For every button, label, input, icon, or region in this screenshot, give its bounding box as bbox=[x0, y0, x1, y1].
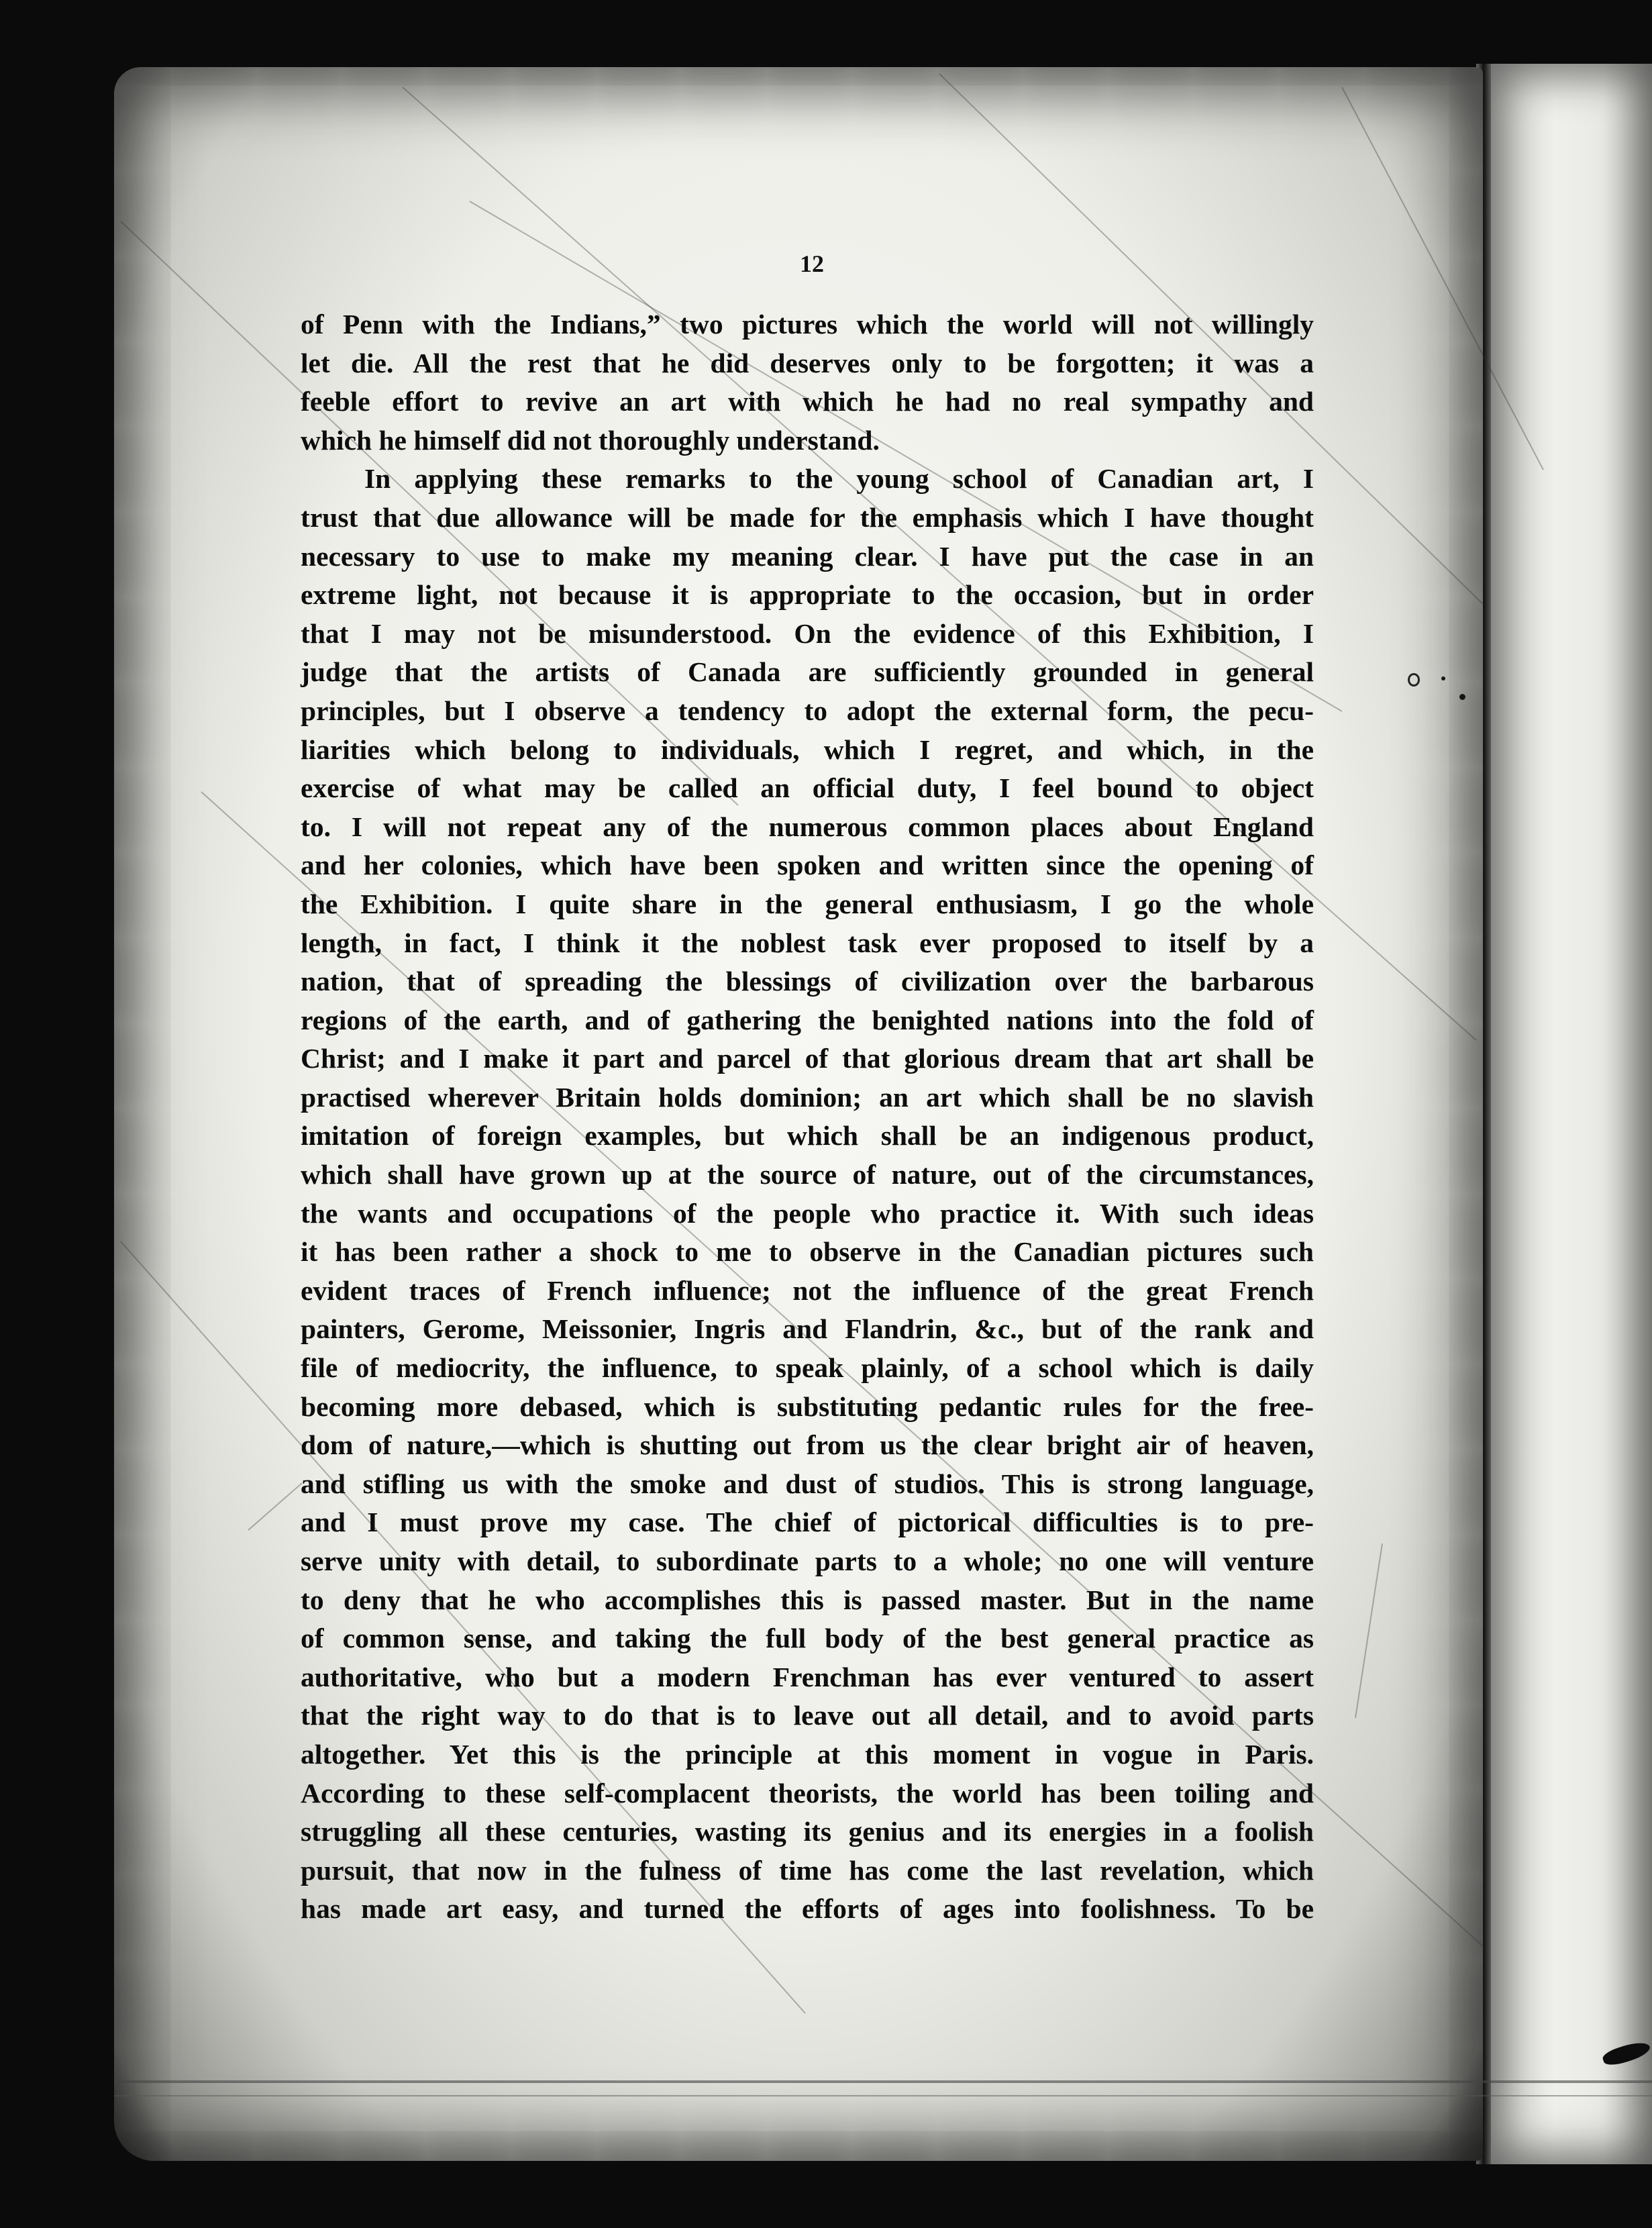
text-line: and stifling us with the smoke and dust of studios. This is strong language, bbox=[301, 1468, 1314, 1499]
text-line: struggling all these centuries, wasting its genius and its energies in a foolish bbox=[301, 1816, 1314, 1847]
text-line: extreme light, not because it is appropriate to the occasion, but in order bbox=[301, 579, 1314, 611]
text-line: evident traces of French influence; not the influence of the great French bbox=[301, 1274, 1314, 1306]
margin-speck bbox=[1459, 694, 1465, 700]
text-line: feeble effort to revive an art with which he had no real sympathy and bbox=[301, 386, 1314, 417]
text-line: necessary to use to make my meaning clear. I have put the case in an bbox=[301, 540, 1314, 572]
text-line: altogether. Yet this is the principle at this moment in vogue in Paris. bbox=[301, 1738, 1314, 1770]
text-line: regions of the earth, and of gathering the benighted nations into the fold of bbox=[301, 1004, 1314, 1035]
text-line: Christ; and I make it part and parcel of that glorious dream that art shall be bbox=[301, 1043, 1314, 1074]
page-number: 12 bbox=[800, 250, 824, 277]
text-line: and I must prove my case. The chief of pictorical difficulties is to pre- bbox=[301, 1507, 1314, 1538]
bottom-edge-line-2 bbox=[114, 2095, 1652, 2096]
text-line: to. I will not repeat any of the numerous common places about England bbox=[301, 811, 1314, 842]
text-line: and her colonies, which have been spoken and written since the opening of bbox=[301, 850, 1314, 881]
text-line: the wants and occupations of the people who practice it. With such ideas bbox=[301, 1197, 1314, 1229]
text-line: becoming more debased, which is substituting pedantic rules for the free- bbox=[301, 1390, 1314, 1422]
body-text bbox=[301, 305, 1314, 1929]
text-line: practised wherever Britain holds dominion; an art which shall be no slavish bbox=[301, 1081, 1314, 1113]
text-line: liarities which belong to individuals, which I regret, and which, in the bbox=[301, 733, 1314, 765]
text-line: of common sense, and taking the full body of the best general practice as bbox=[301, 1623, 1314, 1654]
text-line: nation, that of spreading the blessings of civilization over the barbarous bbox=[301, 966, 1314, 997]
text-line: of Penn with the Indians,” two pictures which the world will not willingly bbox=[301, 309, 1314, 340]
text-line: In applying these remarks to the young school of Canadian art, I bbox=[364, 463, 1314, 495]
text-line: authoritative, who but a modern Frenchman has ever ventured to assert bbox=[301, 1661, 1314, 1692]
text-line: it has been rather a shock to me to observe in the Canadian pictures such bbox=[301, 1236, 1314, 1268]
bottom-edge-line bbox=[114, 2080, 1652, 2083]
text-line: that I may not be misunderstood. On the evidence of this Exhibition, I bbox=[301, 617, 1314, 649]
text-line: file of mediocrity, the influence, to speak plainly, of a school which is daily bbox=[301, 1352, 1314, 1384]
margin-speck bbox=[1441, 676, 1445, 680]
text-line: serve unity with detail, to subordinate parts to a whole; no one will venture bbox=[301, 1546, 1314, 1576]
text-line: to deny that he who accomplishes this is passed master. But in the name bbox=[301, 1584, 1314, 1615]
text-line: let die. All the rest that he did deserves only to be forgotten; it was a bbox=[301, 347, 1314, 378]
text-line: trust that due allowance will be made for the emphasis which I have thought bbox=[301, 501, 1314, 533]
text-line: dom of nature,—which is shutting out from us the clear bright air of heaven, bbox=[301, 1429, 1314, 1461]
text-line: imitation of foreign examples, but which shall be an indigenous product, bbox=[301, 1120, 1314, 1152]
margin-speck bbox=[1408, 673, 1420, 687]
adjacent-page-edge bbox=[1491, 64, 1652, 2164]
text-line: length, in fact, I think it the noblest task ever proposed to itself by a bbox=[301, 927, 1314, 958]
text-line: pursuit, that now in the fulness of time has come the last revelation, which bbox=[301, 1854, 1314, 1886]
text-line: principles, but I observe a tendency to adopt the external form, the pecu- bbox=[301, 695, 1314, 726]
text-line: painters, Gerome, Meissonier, Ingris and Flandrin, &c., but of the rank and bbox=[301, 1313, 1314, 1345]
text-line: judge that the artists of Canada are sufficiently grounded in general bbox=[301, 656, 1314, 688]
text-line: According to these self-complacent theorists, the world has been toiling and bbox=[301, 1777, 1314, 1809]
text-line: exercise of what may be called an official duty, I feel bound to object bbox=[301, 772, 1314, 804]
text-line: has made art easy, and turned the efforts of ages into foolishness. To be bbox=[301, 1893, 1314, 1925]
text-line: which he himself did not thoroughly understand. bbox=[301, 424, 880, 456]
text-line: that the right way to do that is to leave out all detail, and to avoid parts bbox=[301, 1700, 1314, 1731]
text-line: the Exhibition. I quite share in the general enthusiasm, I go the whole bbox=[301, 888, 1314, 919]
text-line: which shall have grown up at the source of nature, out of the circumstances, bbox=[301, 1159, 1314, 1191]
